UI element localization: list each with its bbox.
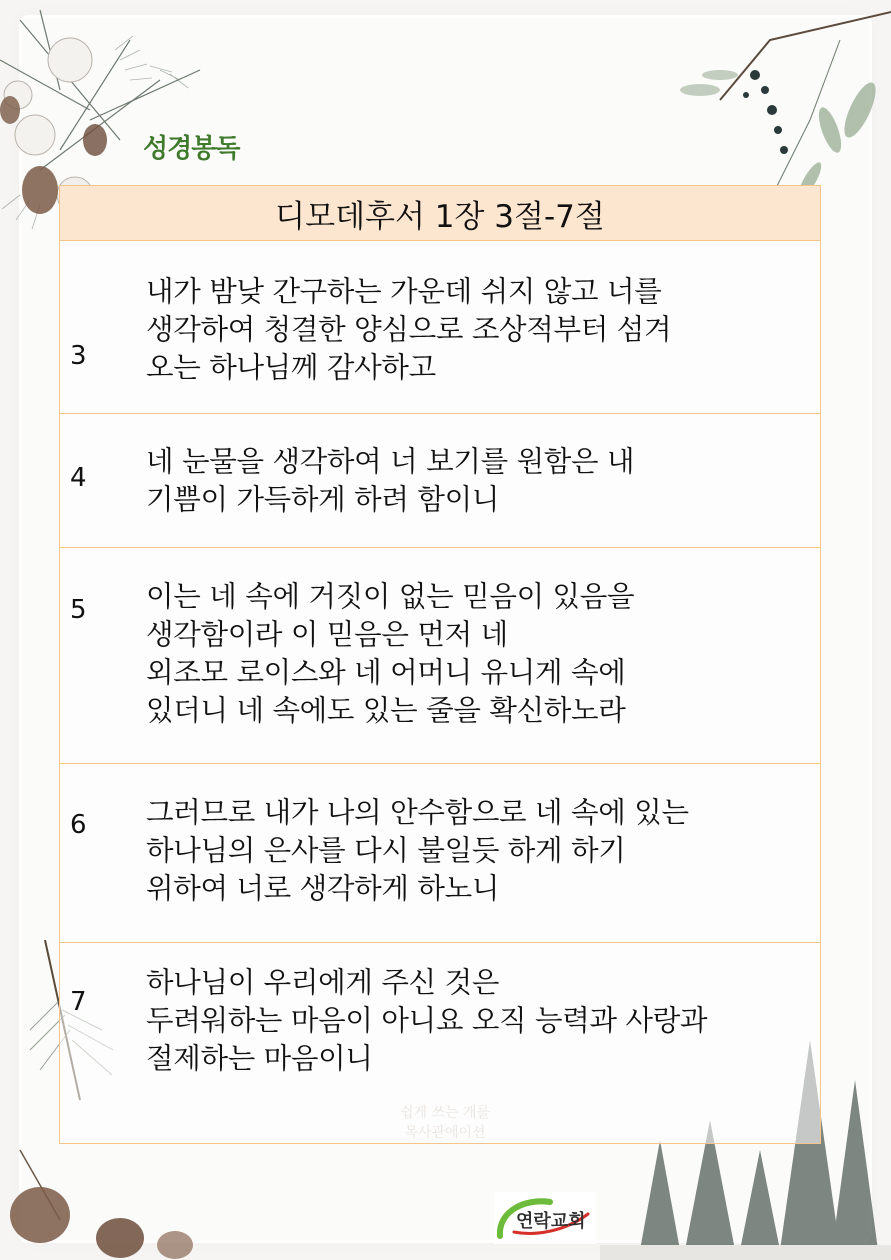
- verse-number: 6: [70, 810, 87, 840]
- scripture-table: [59, 185, 821, 1144]
- faint-watermark-text: 쉽게 쓰는 개를 목사관에이션: [399, 1105, 491, 1141]
- verse-text: 하나님이 우리에게 주신 것은 두려워하는 마음이 아니요 오직 능력과 사랑과 절제하는 마음이니: [146, 966, 708, 1075]
- verse-row: [60, 241, 821, 414]
- verse-row: [60, 414, 821, 548]
- pine-cone-decoration-bottom-left: [0, 1130, 200, 1260]
- church-logo-mark: [494, 1192, 596, 1244]
- verse-row: [60, 548, 821, 764]
- verse-number: 7: [70, 987, 87, 1017]
- verse-number: 4: [70, 463, 87, 493]
- verse-text: 네 눈물을 생각하여 너 보기를 원함은 내 기쁨이 가득하게 하려 함이니: [146, 444, 635, 516]
- verse-text: 내가 밤낮 간구하는 가운데 쉬지 않고 너를 생각하여 청결한 양심으로 조상적부터 섬겨 오는 하나님께 감사하고: [146, 275, 672, 384]
- verse-number: 5: [70, 595, 87, 625]
- section-label: 성경봉독: [143, 134, 240, 164]
- passage-title: 디모데후서 1장 3절-7절: [60, 186, 821, 241]
- verse-row: [60, 764, 821, 943]
- church-logo: [494, 1192, 596, 1244]
- verse-text: 이는 네 속에 거짓이 없는 믿음이 있음을 생각함이라 이 믿음은 먼저 네 외조모 로이스와 네 어머니 유니게 속에 있더니 네 속에도 있는 줄을 확신하노라: [146, 579, 635, 727]
- verse-number: 3: [70, 341, 87, 371]
- verse-text: 그러므로 내가 나의 안수함으로 네 속에 있는 하나님의 은사를 다시 불일듯 하게 하기 위하여 너로 생각하게 하노니: [146, 796, 689, 905]
- title-row: [60, 186, 821, 241]
- svg-text:연락교회: 연락교회: [516, 1211, 586, 1232]
